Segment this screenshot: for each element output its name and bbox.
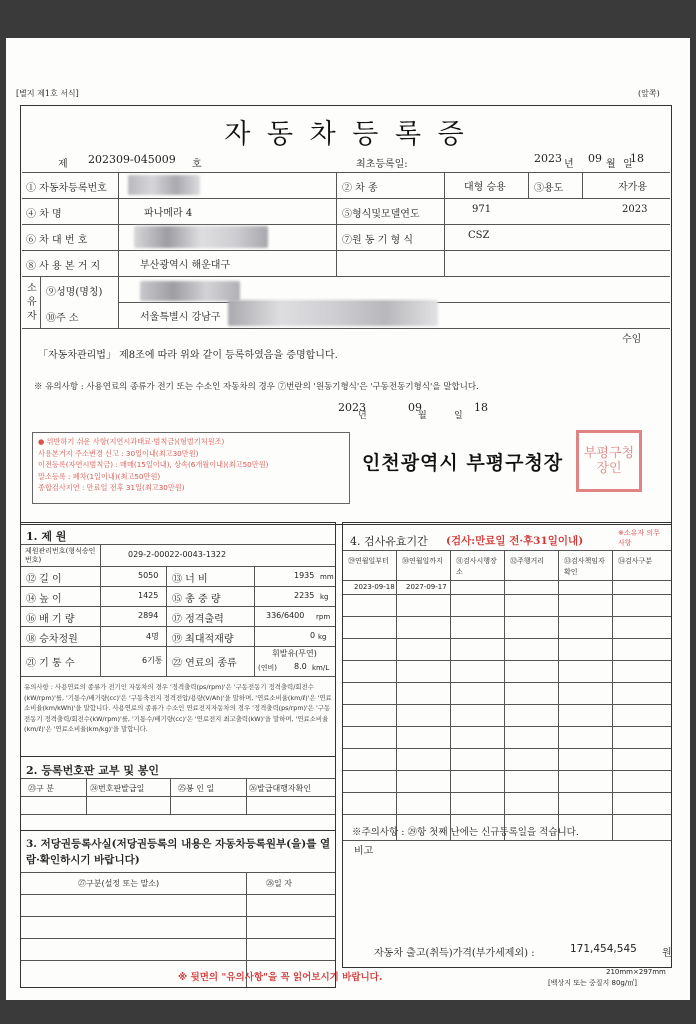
type-value: 대형 승용 (464, 182, 506, 193)
width-unit: mm (320, 573, 334, 581)
issue-day-unit: 일 (454, 411, 463, 421)
power-label: ⑰ 정격출력 (172, 614, 224, 625)
issue-month: 09 (408, 401, 422, 414)
plate-col-seal-date: ㉕봉 인 일 (178, 784, 215, 793)
issue-year-unit: 년 (358, 411, 367, 421)
fuel-label: ㉒ 연료의 종류 (172, 658, 237, 669)
width-label: ⑬ 너 비 (172, 574, 208, 585)
bottom-notice: ※ 뒷면의 "유의사항"을 꼭 읽어보시기 바랍니다. (178, 972, 383, 983)
plate-title: 2. 등록번호판 교부 및 봉인 (26, 764, 160, 777)
spec-title: 1. 제 원 (26, 530, 67, 543)
insp-col-type: ㉞검사구분 (618, 557, 653, 565)
efficiency-label: (연비) (258, 664, 277, 672)
inspection-footnote: ※주의사항 : ㉙항 첫째 난에는 신규등록일을 적습니다. (352, 827, 579, 838)
price-unit: 원 (662, 948, 672, 959)
insp-row-from: 2023-09-18 (354, 583, 395, 591)
name-value: 파나메라 4 (144, 208, 193, 219)
remarks-label: 비고 (354, 846, 374, 857)
penalty-line: 종합검사지연 : 만료일 전후 31일(최고30만원) (38, 483, 185, 492)
displacement-value: 2894 (138, 611, 159, 620)
mgmt-no-label: 제원관리번호(형식승인번호) (25, 547, 96, 564)
price-label: 자동차 출고(취득)가격(부가세제외) : (374, 948, 535, 959)
vin-label: ⑥ 차 대 번 호 (26, 235, 88, 246)
usage-value: 자가용 (618, 182, 647, 193)
insp-col-to: ㉚연월일까지 (402, 557, 443, 565)
fuel-value: 휘발유(무연) (272, 649, 317, 658)
gross-weight-unit: kg (320, 593, 329, 601)
form-label: [별지 제1호 서식] (16, 89, 79, 98)
first-reg-year-unit: 년 (564, 159, 574, 170)
usage-label: ③용도 (534, 183, 564, 194)
redacted-owner-address (228, 300, 438, 326)
inspection-title-red: (검사:만료일 전·후31일이내) (446, 535, 584, 547)
seal-mark: 수임 (622, 334, 642, 345)
name-label: ④ 차 명 (26, 209, 62, 220)
width-value: 1935 (294, 571, 315, 580)
price-value: 171,454,545 (570, 943, 637, 955)
type-label: ② 차 종 (342, 183, 378, 194)
insp-col-inspector: ㉝검사책임자확인 (564, 557, 605, 576)
penalty-line: ● 위반하기 쉬운 사항(지연시과태료·범칙금)(형벌기처원조) (38, 437, 225, 446)
reg-number: 202309-045009 (88, 153, 176, 166)
base-label: ⑧ 사 용 본 거 지 (26, 261, 101, 272)
power-value: 336/6400 (266, 611, 305, 620)
height-value: 1425 (138, 591, 159, 600)
insp-col-from: ㉙연월일부터 (348, 557, 389, 565)
mgmt-no-value: 029-2-00022-0043-1322 (128, 550, 227, 559)
issue-month-unit: 월 (418, 411, 427, 421)
length-label: ⑫ 길 이 (26, 574, 62, 585)
first-reg-year: 2023 (534, 152, 562, 165)
redacted-vin (134, 226, 268, 248)
height-label: ⑭ 높 이 (26, 594, 62, 605)
page-side-label: (앞쪽) (638, 89, 660, 98)
seats-value: 4명 (146, 632, 159, 641)
first-reg-day: 18 (630, 152, 644, 165)
gross-weight-value: 2235 (294, 591, 315, 600)
first-reg-day-unit: 일 (623, 159, 633, 170)
gross-weight-label: ⑮ 총 중 량 (172, 594, 221, 605)
registration-certificate (6, 38, 690, 1000)
spec-note: 유의사항 : 사용연료의 종류가 전기인 자동차의 경우 '정격출력(ps/rpm)'은 '구동전동기 정격출력/회전수(kW/rpm)'를, '기통수/배기량(cc)'은 '구동축전지 정격전압/용량(V/Ah)'을 말하며, '연료소비율(km/ℓ)'은 '연료소비율(km/kWh)'을 말합니다. 사용연료의 종류가 수소인 연료전지자동차의 경우 '정격출력(ps/rpm)'은 '구동전동기 정격출력/회전수(kW/rpm)'를, '기통수/배기량(cc)'은 '연료전지 최고출력(kW)'을 말하며, '연료소비율(km/ℓ)'은 '연료소비율(km/kg)'을 말합니다. (24, 683, 332, 733)
plate-col-kind: ㉓구 분 (28, 784, 54, 793)
max-load-value: 0 (310, 631, 316, 640)
seats-label: ⑱ 승차정원 (26, 634, 78, 645)
lien-title: 3. 저당권등록사실(저당권등록의 내용은 자동차등록원부(을)를 열람·확인하시기 바랍니다) (26, 838, 331, 866)
cylinder-value: 6기통 (142, 656, 163, 665)
paper-size: 210mm×297mm (606, 968, 666, 976)
reg-no-suffix: 호 (192, 159, 202, 170)
official-seal (576, 430, 642, 492)
length-value: 5050 (138, 571, 159, 580)
displacement-label: ⑯ 배 기 량 (26, 614, 75, 625)
paper-kind: [백상지 또는 중질지 80g/㎡] (548, 979, 637, 987)
first-reg-label: 최초등록일: (356, 159, 408, 170)
penalty-list (38, 436, 268, 494)
power-unit: rpm (316, 613, 331, 621)
document-title: 자 동 차 등 록 증 (224, 119, 468, 150)
lien-col-date: ㉘일 자 (266, 879, 292, 888)
efficiency-unit: km/L (312, 664, 330, 672)
issuer-name: 인천광역시 부평구청장 (362, 452, 564, 474)
owner-name-label: ⑨성명(명칭) (46, 287, 103, 298)
owner-addr-label: ⑩주 소 (46, 313, 79, 324)
model-year: 2023 (622, 204, 648, 215)
redacted-owner-name (140, 281, 240, 301)
max-load-unit: kg (318, 633, 327, 641)
engine-label: ⑦원 동 기 형 식 (342, 235, 414, 246)
model-value: 971 (472, 204, 492, 215)
plate-col-issue-date: ㉔번호판발급일 (90, 784, 145, 793)
lien-col-kind: ㉗구분(설정 또는 말소) (78, 879, 160, 888)
penalty-line: 이전등록(자연시범칙금) : 매매(15일이내), 상속(6개월이내)(최고50만원) (38, 460, 269, 469)
issue-year: 2023 (338, 401, 366, 414)
penalty-line: 사용본거지 주소변경 신고 : 30일이내(최고30만원) (38, 448, 199, 458)
certify-text: 「자동차관리법」 제8조에 따라 위와 같이 등록하였음을 증명합니다. (38, 350, 338, 361)
efficiency-value: 8.0 (294, 662, 307, 671)
cylinder-label: ㉑ 기 통 수 (26, 658, 75, 669)
redacted-vehicle-number (128, 175, 200, 195)
base-value: 부산광역시 해운대구 (140, 260, 231, 271)
notice-text: ※ 유의사항 : 사용연료의 종류가 전기 또는 수소인 자동차의 경우 ⑦번란의 '원동기형식'은 '구동전동기형식'을 말합니다. (34, 382, 479, 392)
insp-col-mileage: ㉜주행거리 (510, 557, 545, 565)
inspection-title: 4. 검사유효기간 (350, 535, 428, 548)
penalty-line: 말소등록 : 폐차(1일이내)(최고50만원) (38, 471, 161, 481)
seal-text: 부평구청장인 (583, 446, 635, 476)
first-reg-month: 09 (588, 152, 602, 165)
owner-side-label: 소유자 (27, 283, 37, 322)
plate-col-agent: ㉖발급대행자확인 (249, 784, 312, 793)
vehicle-no-label: ① 자동차등록번호 (26, 183, 107, 194)
first-reg-month-unit: 월 (606, 159, 616, 170)
issue-day: 18 (474, 401, 488, 414)
model-label: ⑤형식및모델연도 (342, 209, 420, 220)
owner-duty-note: ※소유자 의무사항 (618, 529, 660, 547)
reg-no-prefix: 제 (58, 159, 68, 170)
max-load-label: ⑲ 최대적재량 (172, 634, 234, 645)
insp-col-place: ㉛검사시행장소 (456, 557, 497, 576)
insp-row-to: 2027-09-17 (406, 583, 447, 591)
engine-value: CSZ (468, 230, 490, 241)
owner-addr-value: 서울특별시 강남구 (140, 312, 221, 323)
